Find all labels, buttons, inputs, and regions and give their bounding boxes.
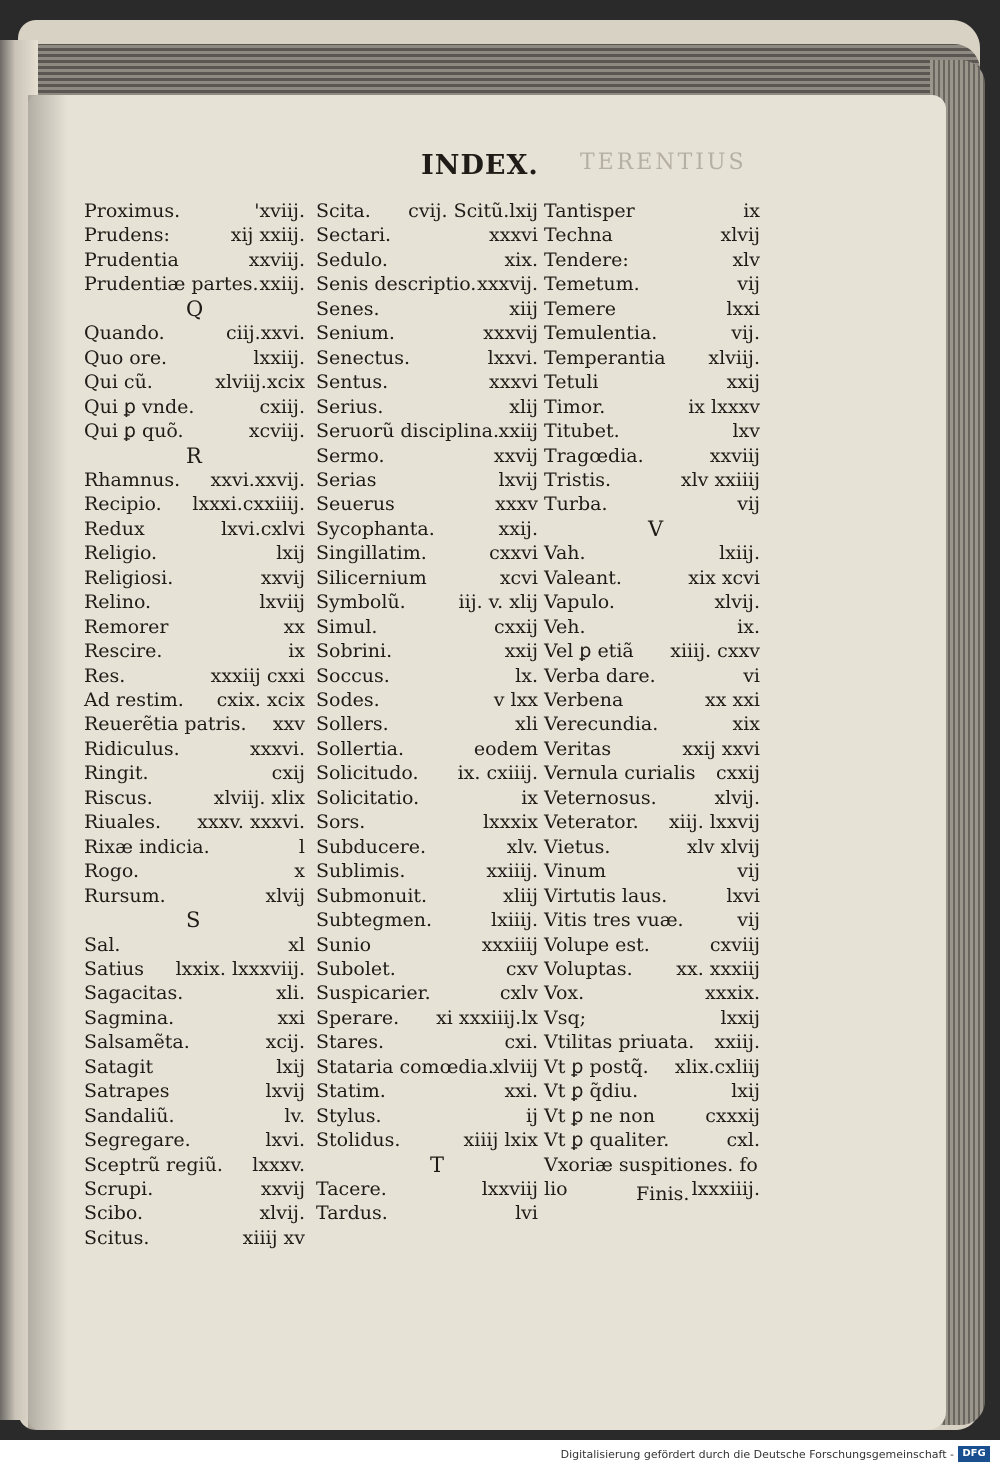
index-page-ref: lxxi <box>726 297 760 320</box>
index-term: Sycophanta. <box>316 517 435 540</box>
section-letter: S <box>186 908 201 933</box>
index-term: Volupe est. <box>544 933 650 956</box>
index-term: Rogo. <box>84 860 140 883</box>
index-term: Voluptas. <box>544 957 633 980</box>
index-page-ref: lxvij <box>498 468 538 491</box>
index-page-ref: xxij xxvi <box>682 737 760 760</box>
index-page-ref: xlv xlvij <box>686 835 760 858</box>
index-page-ref: xix xcvi <box>688 566 760 589</box>
index-term: Sermo. <box>316 444 385 467</box>
index-term: Riuales. <box>84 811 162 834</box>
index-page-ref: ix <box>288 640 305 663</box>
index-term: Vietus. <box>544 835 611 858</box>
index-term: Silicernium <box>316 566 427 589</box>
index-term: Tristis. <box>544 468 612 491</box>
index-term: Quo ore. <box>84 346 168 369</box>
index-page-ref: vij <box>737 493 760 516</box>
section-letter: R <box>186 443 202 468</box>
index-page-ref: xxi. <box>504 1080 538 1103</box>
index-term: Submonuit. <box>316 884 428 907</box>
index-page-ref: xlij <box>509 395 538 418</box>
index-term: Verecundia. <box>544 713 659 736</box>
index-page-ref: xliij <box>503 884 538 907</box>
index-page-ref: xlix.cxliij <box>674 1055 760 1078</box>
index-term: Rescire. <box>84 640 163 663</box>
index-term: Vernula curialis <box>544 762 696 785</box>
index-page-ref: xix <box>732 713 760 736</box>
index-term: Titubet. <box>544 420 620 443</box>
index-term: Statim. <box>316 1080 386 1103</box>
index-term: Salsamẽta. <box>84 1031 190 1054</box>
index-page-ref: v lxx <box>493 689 538 711</box>
index-page-ref: xxvij <box>260 1178 305 1200</box>
index-page-ref: vij <box>737 273 760 296</box>
index-term: Sodes. <box>316 689 380 711</box>
index-page-ref: xxvi.xxvij. <box>210 468 305 491</box>
index-term: Vel ꝑ etiã <box>544 640 634 663</box>
index-term: Sagacitas. <box>84 982 184 1005</box>
index-page-ref: xxviij <box>709 444 760 467</box>
index-page-ref: cxxxij <box>705 1104 760 1127</box>
index-page-ref: xxi <box>277 1006 305 1029</box>
index-term: Sublimis. <box>316 860 406 883</box>
index-term: Sectari. <box>316 224 392 247</box>
index-term: Vt ꝑ postq̃. <box>544 1055 649 1078</box>
index-page-ref: lxv <box>732 420 760 443</box>
page-title: INDEX. <box>421 150 539 181</box>
index-page-ref: x <box>294 860 305 883</box>
index-term: Vah. <box>544 542 586 565</box>
index-term: Verbena <box>544 689 624 711</box>
index-term: Redux <box>84 517 145 540</box>
index-page-ref: lxvi. <box>265 1129 305 1152</box>
index-term: Sors. <box>316 811 366 834</box>
index-term: Tragœdia. <box>544 444 644 467</box>
index-page-ref: lxxiij. <box>253 346 305 369</box>
index-page-ref: xxxvij. <box>477 273 538 296</box>
index-page-ref: xiiij xv <box>242 1226 305 1249</box>
index-page-ref: xlvij. <box>714 786 760 809</box>
index-term: Serias <box>316 468 377 491</box>
index-term: Proximus. <box>84 200 181 222</box>
index-page-ref: xxij. <box>498 517 538 540</box>
index-page-ref: xlv <box>732 248 760 271</box>
index-page-ref: xxxiiij <box>481 933 538 956</box>
index-term: Reuerẽtia patris. <box>84 713 247 736</box>
index-page-ref: ix lxxxv <box>688 395 760 418</box>
index-page-ref: xx. xxxiij <box>676 957 760 980</box>
index-term: Symbolũ. <box>316 591 406 614</box>
index-page-ref: ix <box>521 786 538 809</box>
index-term: Verba dare. <box>544 664 656 687</box>
index-page-ref: xxxv. xxxvi. <box>197 811 305 834</box>
index-term: Temperantia <box>544 346 666 369</box>
index-page-ref: lx. <box>515 664 538 687</box>
page-edges-top <box>20 44 980 102</box>
index-page-ref: xlvij <box>720 224 760 247</box>
index-term: lio <box>544 1178 568 1200</box>
index-page-ref: lxxxv. <box>252 1153 305 1176</box>
index-term: Rursum. <box>84 884 166 907</box>
index-term: Ringit. <box>84 762 149 785</box>
index-page-ref: ij <box>526 1104 538 1127</box>
index-term: Temere <box>544 297 617 320</box>
index-page-ref: xix. <box>504 248 538 271</box>
index-page-ref: xcviij. <box>248 420 305 443</box>
index-page-ref: xlvij. <box>259 1202 305 1225</box>
index-term: Prudens: <box>84 224 170 247</box>
index-page-ref: xli. <box>276 982 305 1005</box>
index-term: Sobrini. <box>316 640 393 663</box>
index-term: Senium. <box>316 322 395 345</box>
index-term: Vxoriæ suspitiones. fo <box>544 1153 758 1176</box>
index-term: Senes. <box>316 297 380 320</box>
index-page-ref: cxl. <box>726 1129 760 1152</box>
index-term: Sperare. <box>316 1006 400 1029</box>
index-page-ref: cxix. xcix <box>216 689 305 711</box>
index-page-ref: lxiiij. <box>491 909 538 932</box>
index-page-ref: lxxxix <box>482 811 538 834</box>
index-term: Recipio. <box>84 493 162 516</box>
index-term: Timor. <box>544 395 606 418</box>
index-term: Qui cũ. <box>84 371 153 394</box>
index-page-ref: xxij <box>726 371 760 394</box>
index-page-ref: xxxv <box>495 493 538 516</box>
index-page-ref: ix. cxiiij. <box>457 762 538 785</box>
index-term: Stataria comœdia. <box>316 1055 494 1078</box>
index-term: Sagmina. <box>84 1006 175 1029</box>
index-term: Rixæ indicia. <box>84 835 210 858</box>
index-page-ref: lxxix. lxxxviij. <box>175 957 305 980</box>
index-term: Stylus. <box>316 1104 382 1127</box>
index-page-ref: xij xxiij. <box>230 224 305 247</box>
index-page-ref: xlv. <box>506 835 538 858</box>
index-term: Seuerus <box>316 493 395 516</box>
index-page-ref: lxxij <box>720 1006 760 1029</box>
index-page-ref: xiiij lxix <box>463 1129 538 1152</box>
index-term: Serius. <box>316 395 384 418</box>
index-page-ref: vij <box>737 909 760 932</box>
index-page-ref: lxij <box>276 542 305 565</box>
index-term: Scita. <box>316 200 371 222</box>
index-term: Tardus. <box>316 1202 388 1225</box>
index-page-ref: xlviij. xlix <box>213 786 305 809</box>
index-page-ref: lxviij <box>259 591 305 614</box>
index-term: Subolet. <box>316 957 396 980</box>
index-term: Relino. <box>84 591 152 614</box>
index-page-ref: cxxij <box>493 615 538 638</box>
index-term: Qui ꝑ vnde. <box>84 395 195 418</box>
index-page-ref: xxxvi <box>489 371 538 394</box>
index-page-ref: lxij <box>731 1080 760 1103</box>
index-term: Satagit <box>84 1055 154 1078</box>
index-page-ref: ix. <box>737 615 760 638</box>
index-page-ref: eodem <box>473 737 538 760</box>
index-term: Veterator. <box>544 811 639 834</box>
index-page-ref: cxxvi <box>489 542 538 565</box>
index-term: Veh. <box>544 615 586 638</box>
index-page-ref: lxxvi. <box>487 346 538 369</box>
index-term: Scitus. <box>84 1226 150 1249</box>
index-page-ref: lxvi.cxlvi <box>221 517 305 540</box>
index-page-ref: xlv xxiiij <box>680 468 760 491</box>
index-term: Stolidus. <box>316 1129 401 1152</box>
index-page-ref: xlvij <box>265 884 305 907</box>
index-term: Turba. <box>544 493 608 516</box>
index-term: Religiosi. <box>84 566 174 589</box>
index-term: Remorer <box>84 615 169 638</box>
index-page-ref: cxiij. <box>259 395 305 418</box>
index-page-ref: cxi. <box>504 1031 538 1054</box>
index-term: Religio. <box>84 542 158 565</box>
index-term: Segregare. <box>84 1129 191 1152</box>
index-page-ref: xxxvi. <box>250 737 305 760</box>
index-term: Vsq; <box>544 1006 587 1029</box>
index-page-ref: cvij. Scitũ.lxij <box>408 200 538 222</box>
index-page-ref: vij <box>737 860 760 883</box>
index-term: Ad restim. <box>84 689 184 711</box>
index-page-ref: xli <box>515 713 538 736</box>
index-term: Sandaliũ. <box>84 1104 175 1127</box>
index-page-ref: cxlv <box>499 982 538 1005</box>
index-page-ref: vi <box>743 664 760 687</box>
index-term: Res. <box>84 664 126 687</box>
index-term: Sollers. <box>316 713 389 736</box>
index-term: Simul. <box>316 615 378 638</box>
dfg-logo: DFG <box>958 1446 990 1462</box>
index-term: Sceptrũ regiũ. <box>84 1153 223 1176</box>
index-term: Scibo. <box>84 1202 144 1225</box>
index-page-ref: xxxvij <box>483 322 538 345</box>
index-page-ref: 'xviij. <box>254 200 305 222</box>
index-page-ref: xx <box>283 615 305 638</box>
index-page-ref: xxvij <box>260 566 305 589</box>
index-term: Riscus. <box>84 786 153 809</box>
index-page-ref: xlviij <box>492 1055 538 1078</box>
index-page-ref: xlvij. <box>714 591 760 614</box>
index-term: Sollertia. <box>316 737 405 760</box>
index-page-ref: lxij <box>276 1055 305 1078</box>
index-page-ref: cxxij <box>715 762 760 785</box>
index-term: Solicitatio. <box>316 786 420 809</box>
index-page-ref: xxij <box>504 640 538 663</box>
index-term: Prudentia <box>84 248 179 271</box>
index-term: Virtutis laus. <box>544 884 668 907</box>
index-page-ref: lxxviij <box>481 1178 538 1200</box>
index-term: Subtegmen. <box>316 909 432 932</box>
index-term: Tendere: <box>544 248 629 271</box>
index-page-ref: xlviij. <box>708 346 760 369</box>
index-page-ref: xcij. <box>265 1031 305 1054</box>
index-term: Vt ꝑ ne non <box>544 1104 655 1127</box>
index-page-ref: cxv <box>505 957 538 980</box>
index-term: Veternosus. <box>544 786 657 809</box>
index-term: Solicitudo. <box>316 762 419 785</box>
index-term: Veritas <box>544 737 612 760</box>
index-page-ref: xxv <box>272 713 305 736</box>
index-page-ref: cxviij <box>709 933 760 956</box>
index-page-ref: lxiij. <box>719 542 760 565</box>
index-term: Temetum. <box>544 273 640 296</box>
index-page-ref: vij. <box>731 322 760 345</box>
index-term: Seruorũ disciplina. <box>316 420 500 443</box>
index-term: Vox. <box>544 982 585 1005</box>
index-page-ref: xxxiij cxxi <box>210 664 305 687</box>
index-term: Tetuli <box>544 371 599 394</box>
index-page-ref: xxviij. <box>248 248 305 271</box>
index-page-ref: lxxxi.cxxiiij. <box>192 493 305 516</box>
index-term: Vitis tres vuæ. <box>544 909 684 932</box>
section-letter: V <box>648 516 664 541</box>
index-term: Valeant. <box>544 566 622 589</box>
finis-label: Finis. <box>636 1183 690 1205</box>
index-term: Tacere. <box>316 1178 387 1200</box>
section-letter: T <box>430 1152 445 1177</box>
index-page-ref: l <box>298 835 305 858</box>
index-page-ref: xxvij <box>493 444 538 467</box>
index-term: Soccus. <box>316 664 390 687</box>
index-page-ref: lvi <box>515 1202 538 1225</box>
index-page-ref: xx xxi <box>705 689 760 711</box>
index-term: Sal. <box>84 933 121 956</box>
index-page-ref: xcvi <box>499 566 538 589</box>
index-page-ref: iij. v. xlij <box>458 591 538 614</box>
index-term: Prudentiæ partes. <box>84 273 259 296</box>
index-page-ref: xlviij.xcix <box>215 371 305 394</box>
index-page-ref: xl <box>288 933 305 956</box>
gutter-shadow <box>28 95 68 1430</box>
index-term: Techna <box>544 224 613 247</box>
index-page-ref: xiij. lxxvij <box>668 811 760 834</box>
index-term: Tantisper <box>544 200 635 222</box>
index-term: Satius <box>84 957 145 980</box>
index-term: Vapulo. <box>544 591 615 614</box>
index-page-ref: xxxvi <box>489 224 538 247</box>
index-term: Sunio <box>316 933 372 956</box>
index-term: Suspicarier. <box>316 982 431 1005</box>
index-page-ref: xxiij. <box>714 1031 760 1054</box>
index-term: Satrapes <box>84 1080 170 1103</box>
index-term: Senectus. <box>316 346 411 369</box>
index-page-ref: xiij <box>509 297 538 320</box>
index-page-ref: lv. <box>284 1104 305 1127</box>
index-term: Scrupi. <box>84 1178 154 1200</box>
index-page-ref: lxvij <box>265 1080 305 1103</box>
index-page-ref: xi xxxiiij.lx <box>436 1006 538 1029</box>
index-term: Quando. <box>84 322 165 345</box>
index-term: Rhamnus. <box>84 468 181 491</box>
index-page-ref: xxxix. <box>705 982 760 1005</box>
bleed-through-heading: TERENTIUS <box>580 150 747 175</box>
index-term: Vinum <box>544 860 606 883</box>
index-term: Temulentia. <box>544 322 658 345</box>
index-page-ref: lxvi <box>726 884 760 907</box>
index-page-ref: ciij.xxvi. <box>225 322 305 345</box>
funding-credit: Digitalisierung gefördert durch die Deutsche Forschungsgemeinschaft - <box>560 1448 954 1461</box>
index-page-ref: xxiiij. <box>486 860 538 883</box>
index-term: Vt ꝑ qualiter. <box>544 1129 670 1152</box>
index-page-ref: xiiij. cxxv <box>670 640 760 663</box>
footer-bar <box>0 1440 1000 1473</box>
index-term: Senis descriptio. <box>316 273 477 296</box>
index-page-ref: ix <box>743 200 760 222</box>
index-term: Vt ꝑ q̃diu. <box>544 1080 639 1103</box>
index-term: Sedulo. <box>316 248 388 271</box>
index-term: Subducere. <box>316 835 427 858</box>
section-letter: Q <box>186 296 204 321</box>
index-term: Vtilitas priuata. <box>544 1031 695 1054</box>
index-term: Singillatim. <box>316 542 427 565</box>
index-page-ref: xxiij <box>498 420 538 443</box>
index-page-ref: lxxxiiij. <box>691 1178 760 1200</box>
index-page-ref: xxiij. <box>259 273 305 296</box>
index-term: Stares. <box>316 1031 385 1054</box>
index-term: Sentus. <box>316 371 389 394</box>
index-term: Ridiculus. <box>84 737 180 760</box>
index-page-ref: cxij <box>271 762 305 785</box>
index-term: Qui ꝑ quõ. <box>84 420 184 443</box>
